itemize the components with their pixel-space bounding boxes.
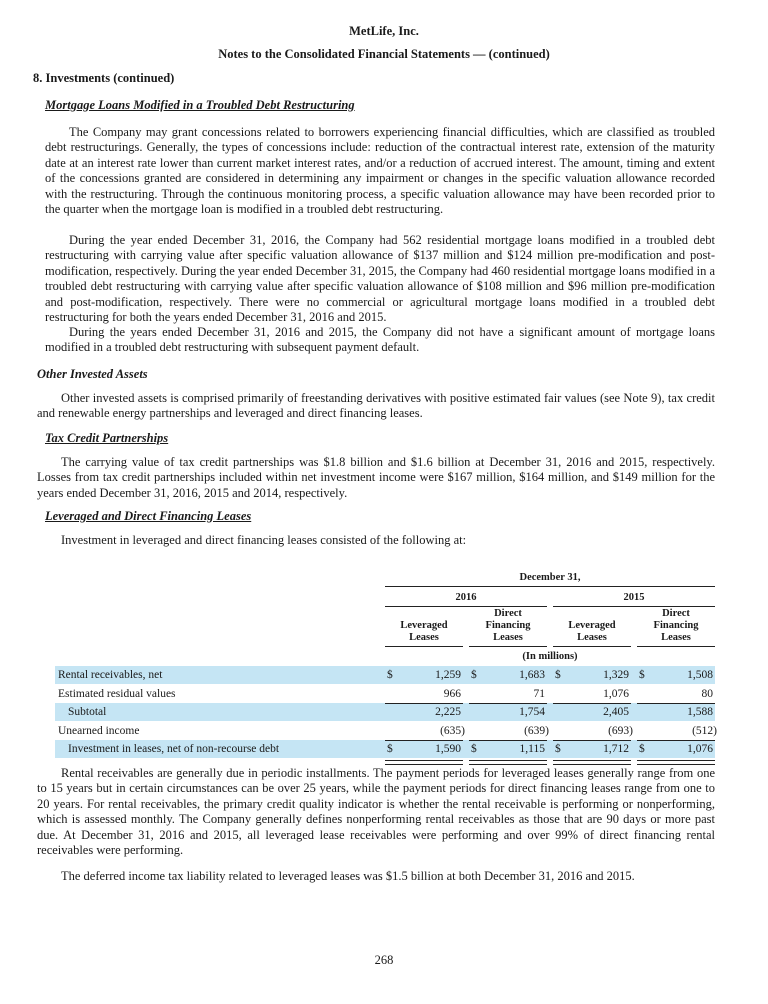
paragraph-rental-receivables: Rental receivables are generally due in periodic installments. The payment periods for leveraged leases generally range from one to 15 years but in certain circumstances can be over 25 years, while the payment periods for direct financing leases range from one to 20 years. For rental receivables, the primary credit quality indicator is whether the rental receivable is performing or nonperforming, which is assessed monthly. The Company generally defines nonperforming rental receivables as those that are 90 days or more past due. At December 31, 2016 and 2015, all leveraged lease receivables were performing and over 99% of direct financing rental receivables were performing.	[37, 766, 715, 858]
table-cell: 966	[443, 687, 461, 700]
table-row	[55, 703, 715, 721]
currency-symbol: $	[387, 669, 393, 681]
row-label: Subtotal	[68, 706, 107, 718]
rule	[553, 606, 715, 607]
rule	[385, 646, 463, 647]
col-header-direct-2015	[637, 608, 715, 644]
row-label: Estimated residual values	[58, 687, 176, 700]
table-cell: 1,590	[435, 743, 461, 755]
col-header-line: Direct	[662, 608, 690, 619]
col-header-line: Leases	[493, 632, 523, 643]
rule	[385, 703, 463, 704]
heading-leases: Leveraged and Direct Financing Leases	[45, 509, 252, 523]
rule	[385, 740, 463, 741]
rule	[385, 606, 547, 607]
currency-symbol: $	[387, 743, 393, 755]
page-number: 268	[374, 953, 394, 967]
double-underline	[385, 760, 463, 765]
paragraph-tax-credit: The carrying value of tax credit partnerships was $1.8 billion and $1.6 billion at December 31, 2016 and 2015, respectively. Losses from tax credit partnerships included within net investment income were $167 million, $164 million, and $149 million for the years ended December 31, 2016, 2015 and 2014, respectively.	[37, 455, 715, 500]
paragraph-tdr-3: During the years ended December 31, 2016 and 2015, the Company did not have a significant amount of mortgage loans modified in a troubled debt restructuring with subsequent payment default.	[45, 325, 715, 355]
section-title: 8. Investments (continued)	[33, 71, 175, 85]
table-cell: (639)	[524, 724, 549, 737]
table-cell: 1,259	[435, 669, 461, 681]
company-name: MetLife, Inc.	[349, 24, 419, 38]
paragraph-tdr-1: The Company may grant concessions related to borrowers experiencing financial difficulties, which are classified as troubled debt restructurings. Generally, the types of concessions include: reduction of the contractual interest rate, extension of the maturity date at an interest rate lower than current market interest rates, and/or a reduction of accrued interest. The amount, timing and extent of the concessions granted are considered in determining any impairment or changes in the specific valuation allowance recorded with the restructuring. Through the continuous monitoring process, a specific valuation allowance may have been recorded prior to the quarter when the mortgage loan is modified in a troubled debt restructuring.	[45, 125, 715, 217]
col-header-line: Financing	[485, 620, 531, 631]
currency-symbol: $	[639, 669, 645, 681]
currency-symbol: $	[639, 743, 645, 755]
table-cell: 2,225	[435, 706, 461, 718]
table-cell: 71	[533, 687, 545, 700]
table-cell: 1,754	[519, 706, 545, 718]
rule	[553, 740, 631, 741]
rule	[469, 703, 547, 704]
double-underline	[469, 760, 547, 765]
header-date: December 31,	[519, 572, 581, 583]
page-subtitle: Notes to the Consolidated Financial Statements — (continued)	[218, 47, 550, 61]
table-cell: 1,115	[519, 743, 545, 755]
col-header-line: Direct	[494, 608, 522, 619]
paragraph-tdr-2: During the year ended December 31, 2016, the Company had 562 residential mortgage loans modified in a troubled debt restructuring with carrying value after specific valuation allowance of $137 million and $124 million pre-modification and post-modification, respectively. During the year ended December 31, 2015, the Company had 460 residential mortgage loans modified in a troubled debt restructuring with carrying value after specific valuation allowance of $108 million and $96 million pre-modification and post-modification, respectively. There were no commercial or agricultural mortgage loans modified in a troubled debt restructuring for both the years ended December 31, 2016 and 2015.	[45, 233, 715, 325]
col-header-line: Leveraged	[400, 620, 448, 631]
col-header-leveraged-2016	[385, 620, 463, 644]
rule	[553, 646, 631, 647]
rule	[385, 586, 715, 587]
table-cell: (693)	[608, 724, 633, 737]
header-year-2015: 2015	[623, 592, 645, 603]
heading-tdr: Mortgage Loans Modified in a Troubled Debt Restructuring	[45, 98, 355, 112]
table-cell: (512)	[692, 724, 717, 737]
col-header-line: Leveraged	[568, 620, 616, 631]
rule	[637, 646, 715, 647]
table-cell: 1,683	[519, 669, 545, 681]
table-cell: 1,076	[687, 743, 713, 755]
table-row	[55, 666, 715, 684]
rule	[469, 740, 547, 741]
col-header-leveraged-2015	[553, 620, 631, 644]
paragraph-other-invested-assets: Other invested assets is comprised primarily of freestanding derivatives with positive estimated fair values (see Note 9), tax credit and renewable energy partnerships and leveraged and direct financing leases.	[37, 391, 715, 421]
rule	[469, 646, 547, 647]
header-year-2016: 2016	[455, 592, 477, 603]
table-cell: 1,076	[603, 687, 629, 700]
currency-symbol: $	[555, 743, 561, 755]
col-header-line: Leases	[661, 632, 691, 643]
row-label: Unearned income	[58, 724, 140, 737]
col-header-line: Leases	[577, 632, 607, 643]
rule	[637, 740, 715, 741]
paragraph-leases-intro: Investment in leveraged and direct financing leases consisted of the following at:	[61, 533, 467, 547]
table-row	[55, 722, 715, 740]
rule	[637, 703, 715, 704]
row-label: Investment in leases, net of non-recourse debt	[68, 743, 280, 755]
table-cell: 1,329	[603, 669, 629, 681]
heading-tax-credit: Tax Credit Partnerships	[45, 431, 169, 445]
table-cell: 80	[701, 687, 713, 700]
currency-symbol: $	[471, 669, 477, 681]
col-header-direct-2016	[469, 608, 547, 644]
paragraph-deferred-tax: The deferred income tax liability related to leveraged leases was $1.5 billion at both December 31, 2016 and 2015.	[61, 869, 635, 883]
double-underline	[553, 760, 631, 765]
heading-other-invested-assets: Other Invested Assets	[37, 367, 148, 381]
double-underline	[637, 760, 715, 765]
table-row	[55, 740, 715, 758]
table-cell: 2,405	[603, 706, 629, 718]
table-cell: (635)	[440, 724, 465, 737]
table-cell: 1,588	[687, 706, 713, 718]
table-cell: 1,712	[603, 743, 629, 755]
row-label: Rental receivables, net	[58, 669, 163, 681]
col-header-line: Leases	[409, 632, 439, 643]
col-header-line: Financing	[653, 620, 699, 631]
table-cell: 1,508	[687, 669, 713, 681]
currency-symbol: $	[555, 669, 561, 681]
currency-symbol: $	[471, 743, 477, 755]
units-label: (In millions)	[522, 651, 578, 662]
rule	[553, 703, 631, 704]
table-row	[55, 685, 715, 703]
